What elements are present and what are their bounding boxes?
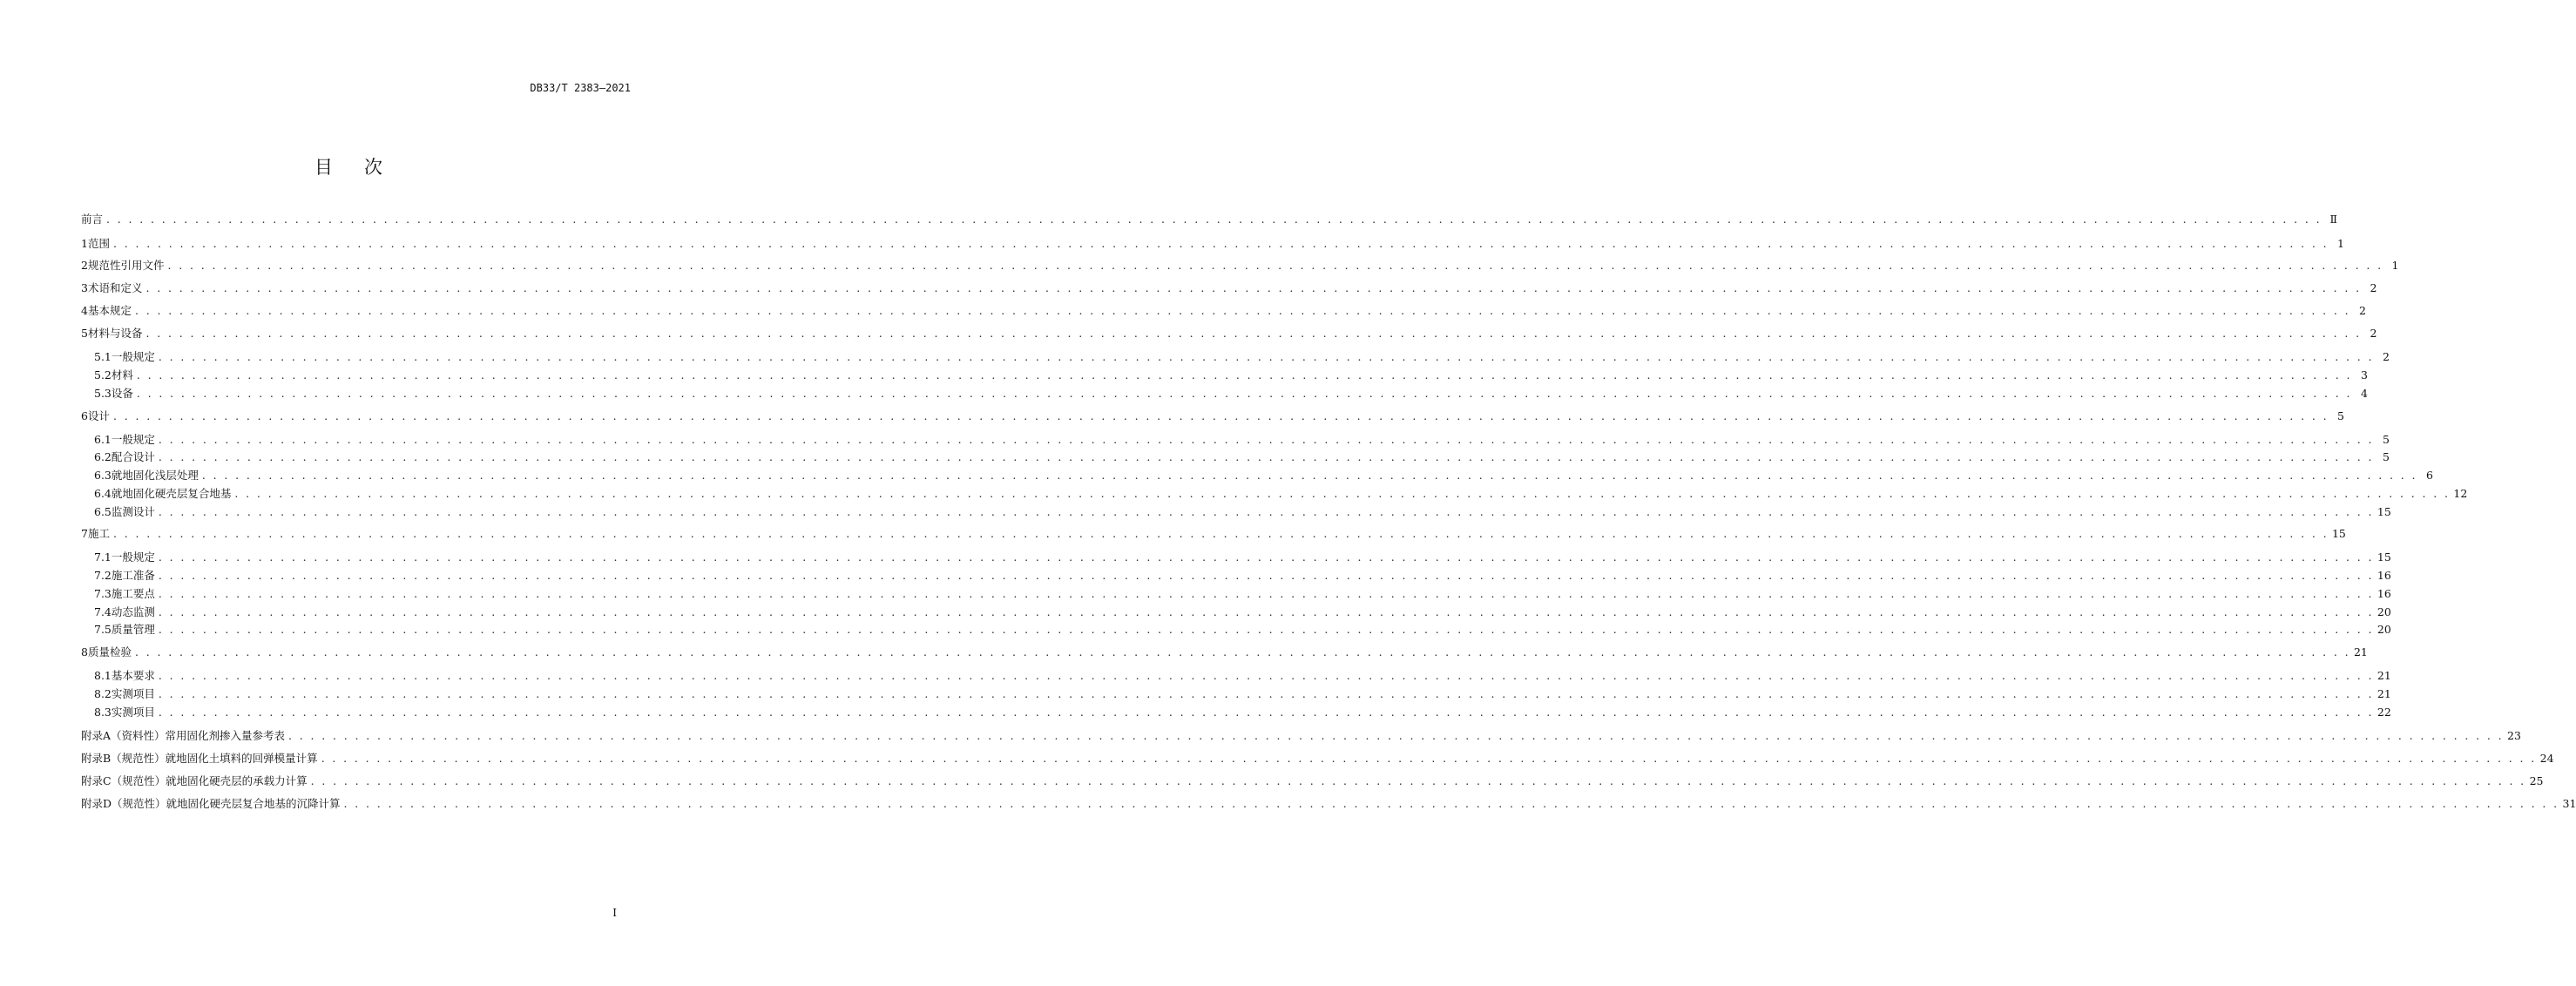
toc-entry-label: 就地固化浅层处理 — [111, 469, 199, 482]
toc-entry-page: 3 — [2360, 368, 2368, 382]
toc-entry-number: 7.5 — [94, 623, 112, 636]
toc-entry-label: 设备 — [111, 387, 133, 400]
dot-leader: . . . . . . . . . . . . . . . . . . . . . . . . . . . . . . . . . . . . . . . . . . . . . . . . . . . . . . . . . . . . . . . . . . . . . . . . . . . . . . . . . . . . . . . . . . . . . . . . . . . . . . . . . . . . . . . . . . . . . . . . . . . . . . . . . . . . . . . . . . . . . . . . . . . . . . . . . . . . . . . . . . . . . . . . . . . . . . . . . . . . . . . . . . . . . . . . . . . . . . . . — [343, 797, 2559, 810]
dot-leader: . . . . . . . . . . . . . . . . . . . . . . . . . . . . . . . . . . . . . . . . . . . . . . . . . . . . . . . . . . . . . . . . . . . . . . . . . . . . . . . . . . . . . . . . . . . . . . . . . . . . . . . . . . . . . . . . . . . . . . . . . . . . . . . . . . . . . . . . . . . . . . . . . . . . . . . . . . . . . . . . . . . . . . . . . . . . . . . . . . . . . . . . . . . . . . . . . . . . . . . . — [136, 387, 2352, 400]
toc-entry-number: 7.2 — [94, 569, 112, 582]
toc-entry-label: 设计 — [87, 409, 110, 422]
toc-entry-page: Ⅱ — [2329, 213, 2337, 226]
toc-entry[interactable] — [94, 485, 2468, 501]
toc-entry-label: 一般规定 — [111, 433, 155, 446]
toc-entry-page: 23 — [2507, 729, 2521, 742]
toc-entry-page: 15 — [2377, 505, 2391, 518]
dot-leader: . . . . . . . . . . . . . . . . . . . . . . . . . . . . . . . . . . . . . . . . . . . . . . . . . . . . . . . . . . . . . . . . . . . . . . . . . . . . . . . . . . . . . . . . . . . . . . . . . . . . . . . . . . . . . . . . . . . . . . . . . . . . . . . . . . . . . . . . . . . . . . . . . . . . . . . . . . . . . . . . . . . . . . . . . . . . . . . . . . . . . . . . . . . . . . . . . . . . . . . . — [158, 669, 2374, 682]
toc-entry-page: 2 — [2382, 350, 2390, 363]
toc-entry-page: 21 — [2353, 645, 2368, 658]
toc-entry[interactable] — [94, 667, 2391, 683]
toc-entry[interactable] — [81, 750, 2554, 766]
toc-entry-number: 6.5 — [94, 505, 112, 518]
dot-leader: . . . . . . . . . . . . . . . . . . . . . . . . . . . . . . . . . . . . . . . . . . . . . . . . . . . . . . . . . . . . . . . . . . . . . . . . . . . . . . . . . . . . . . . . . . . . . . . . . . . . . . . . . . . . . . . . . . . . . . . . . . . . . . . . . . . . . . . . . . . . . . . . . . . . . . . . . . . . . . . . . . . . . . . . . . . . . . . . . . . . . . . . . . . . . . . . . . . . . . . . — [158, 350, 2374, 363]
toc-entry-page: 21 — [2377, 669, 2391, 682]
toc-entry-label: 附录D（规范性）就地固化硬壳层复合地基的沉降计算 — [81, 797, 341, 810]
dot-leader: . . . . . . . . . . . . . . . . . . . . . . . . . . . . . . . . . . . . . . . . . . . . . . . . . . . . . . . . . . . . . . . . . . . . . . . . . . . . . . . . . . . . . . . . . . . . . . . . . . . . . . . . . . . . . . . . . . . . . . . . . . . . . . . . . . . . . . . . . . . . . . . . . . . . . . . . . . . . . . . . . . . . . . . . . . . . . . . . . . . . . . . . . . . . . . . . . . . . . . . . — [310, 774, 2526, 787]
dot-leader: . . . . . . . . . . . . . . . . . . . . . . . . . . . . . . . . . . . . . . . . . . . . . . . . . . . . . . . . . . . . . . . . . . . . . . . . . . . . . . . . . . . . . . . . . . . . . . . . . . . . . . . . . . . . . . . . . . . . . . . . . . . . . . . . . . . . . . . . . . . . . . . . . . . . . . . . . . . . . . . . . . . . . . . . . . . . . . . . . . . . . . . . . . . . . . . . . . . . . . . . — [321, 752, 2537, 765]
toc-entry-page: 6 — [2425, 469, 2433, 482]
dot-leader: . . . . . . . . . . . . . . . . . . . . . . . . . . . . . . . . . . . . . . . . . . . . . . . . . . . . . . . . . . . . . . . . . . . . . . . . . . . . . . . . . . . . . . . . . . . . . . . . . . . . . . . . . . . . . . . . . . . . . . . . . . . . . . . . . . . . . . . . . . . . . . . . . . . . . . . . . . . . . . . . . . . . . . . . . . . . . . . . . . . . . . . . . . . . . . . . . . . . . . . . — [145, 327, 2362, 340]
toc-entry-label: 规范性引用文件 — [87, 259, 165, 272]
toc-entry-number: 5.1 — [94, 350, 112, 363]
toc-entry-page: 20 — [2377, 605, 2391, 618]
toc-entry-label: 施工 — [87, 527, 110, 540]
toc-entry-number: 5.2 — [94, 368, 112, 382]
toc-entry-number: 6.4 — [94, 487, 112, 500]
toc-entry[interactable] — [81, 727, 2521, 743]
toc-entry-label: 附录C（规范性）就地固化硬壳层的承载力计算 — [81, 774, 308, 787]
toc-entry-page: 4 — [2360, 387, 2368, 400]
toc-entry-page: 15 — [2377, 550, 2391, 564]
toc-entry[interactable] — [94, 621, 2391, 637]
toc-entry-label: 术语和定义 — [87, 281, 143, 294]
toc-entry-number: 1 — [81, 237, 88, 250]
toc-entry-page: 2 — [2359, 304, 2366, 317]
toc-entry-page: 31 — [2562, 797, 2576, 810]
dot-leader: . . . . . . . . . . . . . . . . . . . . . . . . . . . . . . . . . . . . . . . . . . . . . . . . . . . . . . . . . . . . . . . . . . . . . . . . . . . . . . . . . . . . . . . . . . . . . . . . . . . . . . . . . . . . . . . . . . . . . . . . . . . . . . . . . . . . . . . . . . . . . . . . . . . . . . . . . . . . . . . . . . . . . . . . . . . . . . . . . . . . . . . . . . . . . . . . . . . . . . . . — [158, 433, 2374, 446]
toc-entry-label: 施工准备 — [111, 569, 155, 582]
toc-entry[interactable] — [94, 567, 2391, 583]
toc-entry-number: 7.3 — [94, 587, 112, 600]
toc-entry-page: 2 — [2370, 281, 2377, 294]
dot-leader: . . . . . . . . . . . . . . . . . . . . . . . . . . . . . . . . . . . . . . . . . . . . . . . . . . . . . . . . . . . . . . . . . . . . . . . . . . . . . . . . . . . . . . . . . . . . . . . . . . . . . . . . . . . . . . . . . . . . . . . . . . . . . . . . . . . . . . . . . . . . . . . . . . . . . . . . . . . . . . . . . . . . . . . . . . . . . . . . . . . . . . . . . . . . . . . . . . . . . . . . — [158, 505, 2374, 518]
toc-entry-page: 20 — [2377, 623, 2391, 636]
toc-entry-label: 范围 — [87, 237, 110, 250]
dot-leader: . . . . . . . . . . . . . . . . . . . . . . . . . . . . . . . . . . . . . . . . . . . . . . . . . . . . . . . . . . . . . . . . . . . . . . . . . . . . . . . . . . . . . . . . . . . . . . . . . . . . . . . . . . . . . . . . . . . . . . . . . . . . . . . . . . . . . . . . . . . . . . . . . . . . . . . . . . . . . . . . . . . . . . . . . . . . . . . . . . . . . . . . . . . . . . . . . . . . . . . . — [158, 687, 2374, 700]
toc-entry-page: 22 — [2377, 706, 2391, 719]
toc-entry[interactable] — [94, 685, 2391, 701]
toc-entry-label: 配合设计 — [111, 450, 155, 463]
document-number: DB33/T 2383—2021 — [530, 82, 631, 94]
toc-entry-number: 3 — [81, 281, 88, 294]
dot-leader: . . . . . . . . . . . . . . . . . . . . . . . . . . . . . . . . . . . . . . . . . . . . . . . . . . . . . . . . . . . . . . . . . . . . . . . . . . . . . . . . . . . . . . . . . . . . . . . . . . . . . . . . . . . . . . . . . . . . . . . . . . . . . . . . . . . . . . . . . . . . . . . . . . . . . . . . . . . . . . . . . . . . . . . . . . . . . . . . . . . . . . . . . . . . . . . . . . . . . . . . — [134, 304, 2350, 317]
toc-entry-number: 4 — [81, 304, 88, 317]
toc-entry-number: 7.4 — [94, 605, 112, 618]
toc-entry-page: 5 — [2382, 450, 2390, 463]
toc-entry[interactable] — [81, 280, 2377, 295]
page-title: 目次 — [314, 157, 414, 178]
dot-leader: . . . . . . . . . . . . . . . . . . . . . . . . . . . . . . . . . . . . . . . . . . . . . . . . . . . . . . . . . . . . . . . . . . . . . . . . . . . . . . . . . . . . . . . . . . . . . . . . . . . . . . . . . . . . . . . . . . . . . . . . . . . . . . . . . . . . . . . . . . . . . . . . . . . . . . . . . . . . . . . . . . . . . . . . . . . . . . . . . . . . . . . . . . . . . . . . . . . . . . . . — [106, 213, 2322, 226]
dot-leader: . . . . . . . . . . . . . . . . . . . . . . . . . . . . . . . . . . . . . . . . . . . . . . . . . . . . . . . . . . . . . . . . . . . . . . . . . . . . . . . . . . . . . . . . . . . . . . . . . . . . . . . . . . . . . . . . . . . . . . . . . . . . . . . . . . . . . . . . . . . . . . . . . . . . . . . . . . . . . . . . . . . . . . . . . . . . . . . . . . . . . . . . . . . . . . . . . . . . . . . . — [158, 706, 2374, 719]
toc-entry-page: 16 — [2377, 587, 2391, 600]
toc-entry[interactable] — [94, 367, 2368, 382]
dot-leader: . . . . . . . . . . . . . . . . . . . . . . . . . . . . . . . . . . . . . . . . . . . . . . . . . . . . . . . . . . . . . . . . . . . . . . . . . . . . . . . . . . . . . . . . . . . . . . . . . . . . . . . . . . . . . . . . . . . . . . . . . . . . . . . . . . . . . . . . . . . . . . . . . . . . . . . . . . . . . . . . . . . . . . . . . . . . . . . . . . . . . . . . . . . . . . . . . . . . . . . . — [158, 550, 2374, 564]
toc-entry-number: 2 — [81, 259, 88, 272]
toc-entry[interactable] — [81, 302, 2366, 318]
toc-entry-page: 25 — [2529, 774, 2544, 787]
toc-entry-number: 8 — [81, 645, 88, 658]
toc-entry-label: 基本规定 — [87, 304, 132, 317]
toc-entry[interactable] — [81, 211, 2337, 226]
toc-entry-label: 实测项目 — [111, 687, 155, 700]
toc-entry-number: 8.1 — [94, 669, 112, 682]
toc-entry-number: 6.1 — [94, 433, 112, 446]
toc-entry[interactable] — [94, 585, 2391, 601]
toc-entry[interactable] — [81, 325, 2377, 341]
dot-leader: . . . . . . . . . . . . . . . . . . . . . . . . . . . . . . . . . . . . . . . . . . . . . . . . . . . . . . . . . . . . . . . . . . . . . . . . . . . . . . . . . . . . . . . . . . . . . . . . . . . . . . . . . . . . . . . . . . . . . . . . . . . . . . . . . . . . . . . . . . . . . . . . . . . . . . . . . . . . . . . . . . . . . . . . . . . . . . . . . . . . . . . . . . . . . . . . . . . . . . . . — [158, 623, 2374, 636]
toc-entry[interactable] — [94, 503, 2391, 519]
toc-entry-page: 5 — [2382, 433, 2390, 446]
toc-entry-label: 实测项目 — [111, 706, 155, 719]
dot-leader: . . . . . . . . . . . . . . . . . . . . . . . . . . . . . . . . . . . . . . . . . . . . . . . . . . . . . . . . . . . . . . . . . . . . . . . . . . . . . . . . . . . . . . . . . . . . . . . . . . . . . . . . . . . . . . . . . . . . . . . . . . . . . . . . . . . . . . . . . . . . . . . . . . . . . . . . . . . . . . . . . . . . . . . . . . . . . . . . . . . . . . . . . . . . . . . . . . . . . . . . — [112, 237, 2329, 250]
toc-entry[interactable] — [81, 257, 2399, 273]
page-number: I — [612, 907, 617, 919]
dot-leader: . . . . . . . . . . . . . . . . . . . . . . . . . . . . . . . . . . . . . . . . . . . . . . . . . . . . . . . . . . . . . . . . . . . . . . . . . . . . . . . . . . . . . . . . . . . . . . . . . . . . . . . . . . . . . . . . . . . . . . . . . . . . . . . . . . . . . . . . . . . . . . . . . . . . . . . . . . . . . . . . . . . . . . . . . . . . . . . . . . . . . . . . . . . . . . . . . . . . . . . . — [158, 569, 2374, 582]
toc-entry-number: 7.1 — [94, 550, 112, 564]
toc-entry-label: 一般规定 — [111, 350, 155, 363]
dot-leader: . . . . . . . . . . . . . . . . . . . . . . . . . . . . . . . . . . . . . . . . . . . . . . . . . . . . . . . . . . . . . . . . . . . . . . . . . . . . . . . . . . . . . . . . . . . . . . . . . . . . . . . . . . . . . . . . . . . . . . . . . . . . . . . . . . . . . . . . . . . . . . . . . . . . . . . . . . . . . . . . . . . . . . . . . . . . . . . . . . . . . . . . . . . . . . . . . . . . . . . . — [158, 605, 2374, 618]
toc-entry-page: 1 — [2337, 237, 2344, 250]
toc-entry-page: 15 — [2331, 527, 2346, 540]
toc-entry[interactable] — [94, 467, 2433, 483]
toc-entry-page: 16 — [2377, 569, 2391, 582]
toc-entry-label: 质量管理 — [111, 623, 155, 636]
toc-entry[interactable] — [81, 644, 2368, 659]
dot-leader: . . . . . . . . . . . . . . . . . . . . . . . . . . . . . . . . . . . . . . . . . . . . . . . . . . . . . . . . . . . . . . . . . . . . . . . . . . . . . . . . . . . . . . . . . . . . . . . . . . . . . . . . . . . . . . . . . . . . . . . . . . . . . . . . . . . . . . . . . . . . . . . . . . . . . . . . . . . . . . . . . . . . . . . . . . . . . . . . . . . . . . . . . . . . . . . . . . . . . . . . — [201, 469, 2417, 482]
toc-entry[interactable] — [81, 525, 2346, 541]
toc-entry-page: 1 — [2391, 259, 2399, 272]
toc-entry-label: 前言 — [81, 213, 104, 226]
toc-entry[interactable] — [94, 348, 2390, 364]
toc-entry[interactable] — [81, 408, 2344, 423]
dot-leader: . . . . . . . . . . . . . . . . . . . . . . . . . . . . . . . . . . . . . . . . . . . . . . . . . . . . . . . . . . . . . . . . . . . . . . . . . . . . . . . . . . . . . . . . . . . . . . . . . . . . . . . . . . . . . . . . . . . . . . . . . . . . . . . . . . . . . . . . . . . . . . . . . . . . . . . . . . . . . . . . . . . . . . . . . . . . . . . . . . . . . . . . . . . . . . . . . . . . . . . . — [134, 645, 2350, 658]
toc-entry-number: 7 — [81, 527, 88, 540]
dot-leader: . . . . . . . . . . . . . . . . . . . . . . . . . . . . . . . . . . . . . . . . . . . . . . . . . . . . . . . . . . . . . . . . . . . . . . . . . . . . . . . . . . . . . . . . . . . . . . . . . . . . . . . . . . . . . . . . . . . . . . . . . . . . . . . . . . . . . . . . . . . . . . . . . . . . . . . . . . . . . . . . . . . . . . . . . . . . . . . . . . . . . . . . . . . . . . . . . . . . . . . . — [145, 281, 2362, 294]
toc-entry-label: 施工要点 — [111, 587, 155, 600]
dot-leader: . . . . . . . . . . . . . . . . . . . . . . . . . . . . . . . . . . . . . . . . . . . . . . . . . . . . . . . . . . . . . . . . . . . . . . . . . . . . . . . . . . . . . . . . . . . . . . . . . . . . . . . . . . . . . . . . . . . . . . . . . . . . . . . . . . . . . . . . . . . . . . . . . . . . . . . . . . . . . . . . . . . . . . . . . . . . . . . . . . . . . . . . . . . . . . . . . . . . . . . . — [158, 450, 2374, 463]
toc-entry-number: 6.2 — [94, 450, 112, 463]
toc-entry-number: 6 — [81, 409, 88, 422]
toc-entry[interactable] — [81, 773, 2544, 788]
toc-entry[interactable] — [94, 704, 2391, 719]
toc-entry-number: 8.2 — [94, 687, 112, 700]
toc-entry-label: 质量检验 — [87, 645, 132, 658]
dot-leader: . . . . . . . . . . . . . . . . . . . . . . . . . . . . . . . . . . . . . . . . . . . . . . . . . . . . . . . . . . . . . . . . . . . . . . . . . . . . . . . . . . . . . . . . . . . . . . . . . . . . . . . . . . . . . . . . . . . . . . . . . . . . . . . . . . . . . . . . . . . . . . . . . . . . . . . . . . . . . . . . . . . . . . . . . . . . . . . . . . . . . . . . . . . . . . . . . . . . . . . . — [158, 587, 2374, 600]
dot-leader: . . . . . . . . . . . . . . . . . . . . . . . . . . . . . . . . . . . . . . . . . . . . . . . . . . . . . . . . . . . . . . . . . . . . . . . . . . . . . . . . . . . . . . . . . . . . . . . . . . . . . . . . . . . . . . . . . . . . . . . . . . . . . . . . . . . . . . . . . . . . . . . . . . . . . . . . . . . . . . . . . . . . . . . . . . . . . . . . . . . . . . . . . . . . . . . . . . . . . . . . — [234, 487, 2451, 500]
toc-entry-label: 一般规定 — [111, 550, 155, 564]
toc-entry[interactable] — [81, 235, 2344, 251]
toc-entry-page: 12 — [2453, 487, 2468, 500]
toc-entry-label: 就地固化硬壳层复合地基 — [111, 487, 232, 500]
dot-leader: . . . . . . . . . . . . . . . . . . . . . . . . . . . . . . . . . . . . . . . . . . . . . . . . . . . . . . . . . . . . . . . . . . . . . . . . . . . . . . . . . . . . . . . . . . . . . . . . . . . . . . . . . . . . . . . . . . . . . . . . . . . . . . . . . . . . . . . . . . . . . . . . . . . . . . . . . . . . . . . . . . . . . . . . . . . . . . . . . . . . . . . . . . . . . . . . . . . . . . . . — [112, 409, 2329, 422]
toc-entry-page: 2 — [2370, 327, 2377, 340]
toc-entry[interactable] — [94, 385, 2368, 401]
toc-entry[interactable] — [94, 431, 2390, 447]
toc-entry-number: 6.3 — [94, 469, 112, 482]
toc-entry[interactable] — [94, 549, 2391, 564]
toc-entry-page: 24 — [2539, 752, 2554, 765]
toc-entry-label: 附录A（资料性）常用固化剂掺入量参考表 — [81, 729, 286, 742]
dot-leader: . . . . . . . . . . . . . . . . . . . . . . . . . . . . . . . . . . . . . . . . . . . . . . . . . . . . . . . . . . . . . . . . . . . . . . . . . . . . . . . . . . . . . . . . . . . . . . . . . . . . . . . . . . . . . . . . . . . . . . . . . . . . . . . . . . . . . . . . . . . . . . . . . . . . . . . . . . . . . . . . . . . . . . . . . . . . . . . . . . . . . . . . . . . . . . . . . . . . . . . . — [112, 527, 2329, 540]
toc-entry-label: 材料与设备 — [87, 327, 143, 340]
toc-entry[interactable] — [94, 604, 2391, 619]
toc-entry-label: 基本要求 — [111, 669, 155, 682]
toc-entry-label: 附录B（规范性）就地固化土填料的回弹模量计算 — [81, 752, 318, 765]
toc-entry-page: 5 — [2337, 409, 2344, 422]
toc-entry-label: 动态监测 — [111, 605, 155, 618]
dot-leader: . . . . . . . . . . . . . . . . . . . . . . . . . . . . . . . . . . . . . . . . . . . . . . . . . . . . . . . . . . . . . . . . . . . . . . . . . . . . . . . . . . . . . . . . . . . . . . . . . . . . . . . . . . . . . . . . . . . . . . . . . . . . . . . . . . . . . . . . . . . . . . . . . . . . . . . . . . . . . . . . . . . . . . . . . . . . . . . . . . . . . . . . . . . . . . . . . . . . . . . . — [136, 368, 2352, 382]
toc-entry[interactable] — [94, 449, 2390, 464]
dot-leader: . . . . . . . . . . . . . . . . . . . . . . . . . . . . . . . . . . . . . . . . . . . . . . . . . . . . . . . . . . . . . . . . . . . . . . . . . . . . . . . . . . . . . . . . . . . . . . . . . . . . . . . . . . . . . . . . . . . . . . . . . . . . . . . . . . . . . . . . . . . . . . . . . . . . . . . . . . . . . . . . . . . . . . . . . . . . . . . . . . . . . . . . . . . . . . . . . . . . . . . . — [288, 729, 2505, 742]
toc-entry-number: 5 — [81, 327, 88, 340]
toc-entry-page: 21 — [2377, 687, 2391, 700]
toc-entry-label: 材料 — [111, 368, 133, 382]
toc-entry-number: 5.3 — [94, 387, 112, 400]
toc-entry-number: 8.3 — [94, 706, 112, 719]
toc-entry-label: 监测设计 — [111, 505, 155, 518]
toc-entry[interactable] — [81, 795, 2576, 811]
dot-leader: . . . . . . . . . . . . . . . . . . . . . . . . . . . . . . . . . . . . . . . . . . . . . . . . . . . . . . . . . . . . . . . . . . . . . . . . . . . . . . . . . . . . . . . . . . . . . . . . . . . . . . . . . . . . . . . . . . . . . . . . . . . . . . . . . . . . . . . . . . . . . . . . . . . . . . . . . . . . . . . . . . . . . . . . . . . . . . . . . . . . . . . . . . . . . . . . . . . . . . . . — [167, 259, 2383, 272]
